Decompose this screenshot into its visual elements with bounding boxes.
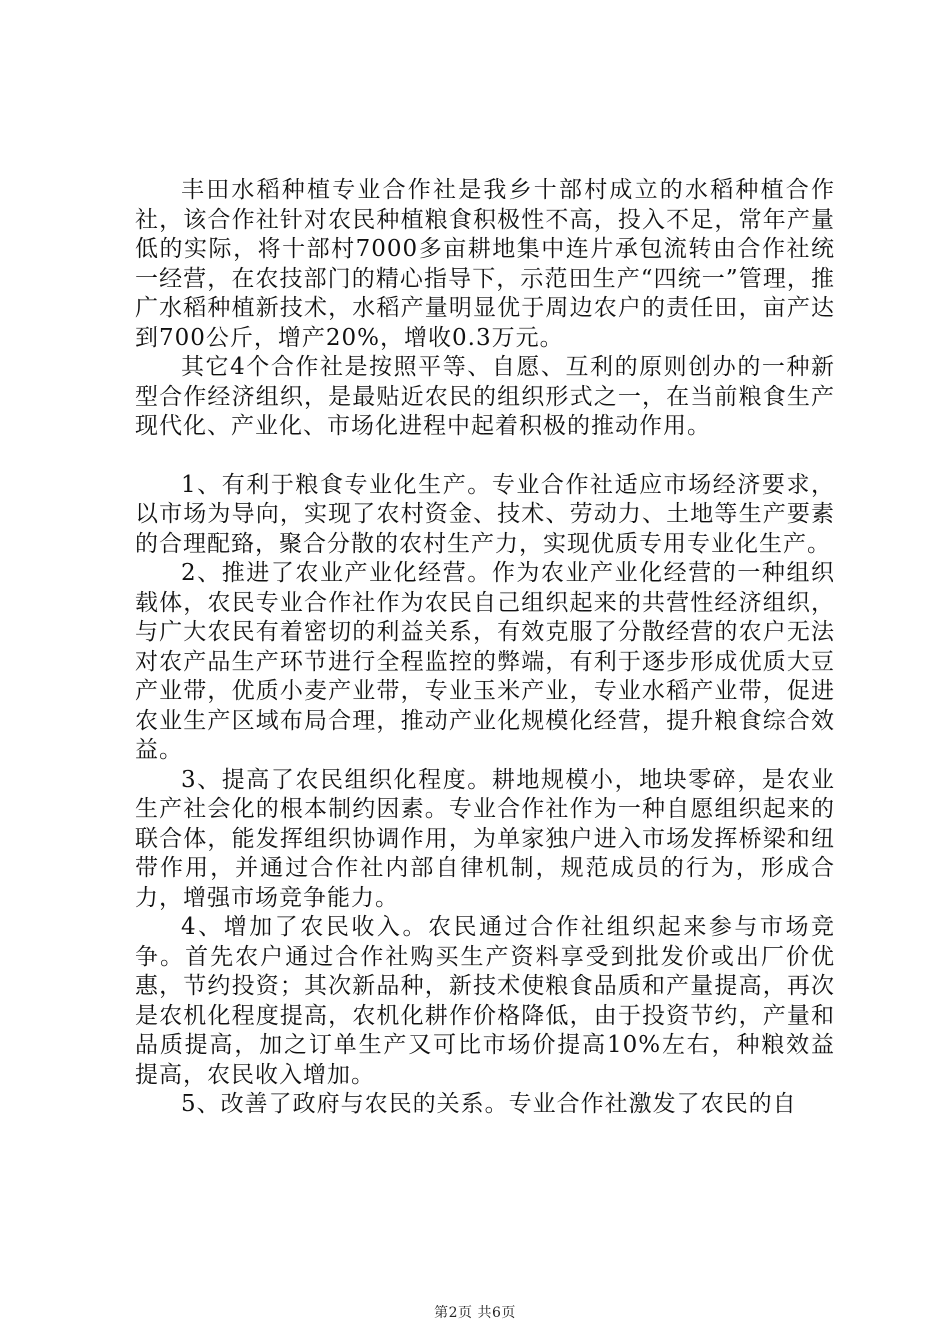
paragraph-other-cooperatives: 其它4个合作社是按照平等、自愿、互利的原则创办的一种新型合作经济组织，是最贴近农民的组织形式之一，在当前粮食生产现代化、产业化、市场化进程中起着积极的推动作用。 xyxy=(135,354,835,439)
document-body xyxy=(135,176,835,1120)
paragraph-fengtian-cooperative: 丰田水稻种植专业合作社是我乡十部村成立的水稻种植合作社，该合作社针对农民种植粮食积极性不高，投入不足，常年产量低的实际，将十部村7000多亩耕地集中连片承包流转由合作社统一经营，在农技部门的精心指导下，示范田生产“四统一”管理，推广水稻种植新技术，水稻产量明显优于周边农户的责任田，亩产达到700公斤，增产20%，增收0.3万元。 xyxy=(135,177,835,351)
paragraph-point-2: 2、推进了农业产业化经营。作为农业产业化经营的一种组织载体，农民专业合作社作为农民自己组织起来的共营性经济组织，与广大农民有着密切的利益关系，有效克服了分散经营的农户无法对农产品生产环节进行全程监控的弊端，有利于逐步形成优质大豆产业带，优质小麦产业带，专业玉米产业，专业水稻产业带，促进农业生产区域布局合理，推动产业化规模化经营，提升粮食综合效益。 xyxy=(135,560,835,763)
paragraph-point-3: 3、提高了农民组织化程度。耕地规模小，地块零碎，是农业生产社会化的根本制约因素。专业合作社作为一种自愿组织起来的联合体，能发挥组织协调作用，为单家独户进入市场发挥桥梁和纽带作用，并通过合作社内部自律机制，规范成员的行为，形成合力，增强市场竞争能力。 xyxy=(135,766,835,911)
page-number-footer: 第2页 共6页 xyxy=(434,1305,516,1321)
paragraph-point-4: 4、增加了农民收入。农民通过合作社组织起来参与市场竞争。首先农户通过合作社购买生产资料享受到批发价或出厂价优惠，节约投资；其次新品种，新技术使粮食品质和产量提高，再次是农机化程度提高，农机化耕作价格降低，由于投资节约，产量和品质提高，加之订单生产又可比市场价提高10%左右，种粮效益提高，农民收入增加。 xyxy=(135,914,835,1088)
paragraph-point-5: 5、改善了政府与农民的关系。专业合作社激发了农民的自 xyxy=(181,1091,797,1117)
paragraph-point-1: 1、有利于粮食专业化生产。专业合作社适应市场经济要求，以市场为导向，实现了农村资金、技术、劳动力、土地等生产要素的合理配臵，聚合分散的农村生产力，实现优质专用专业化生产。 xyxy=(135,471,835,557)
paragraph-spacer xyxy=(135,442,835,471)
